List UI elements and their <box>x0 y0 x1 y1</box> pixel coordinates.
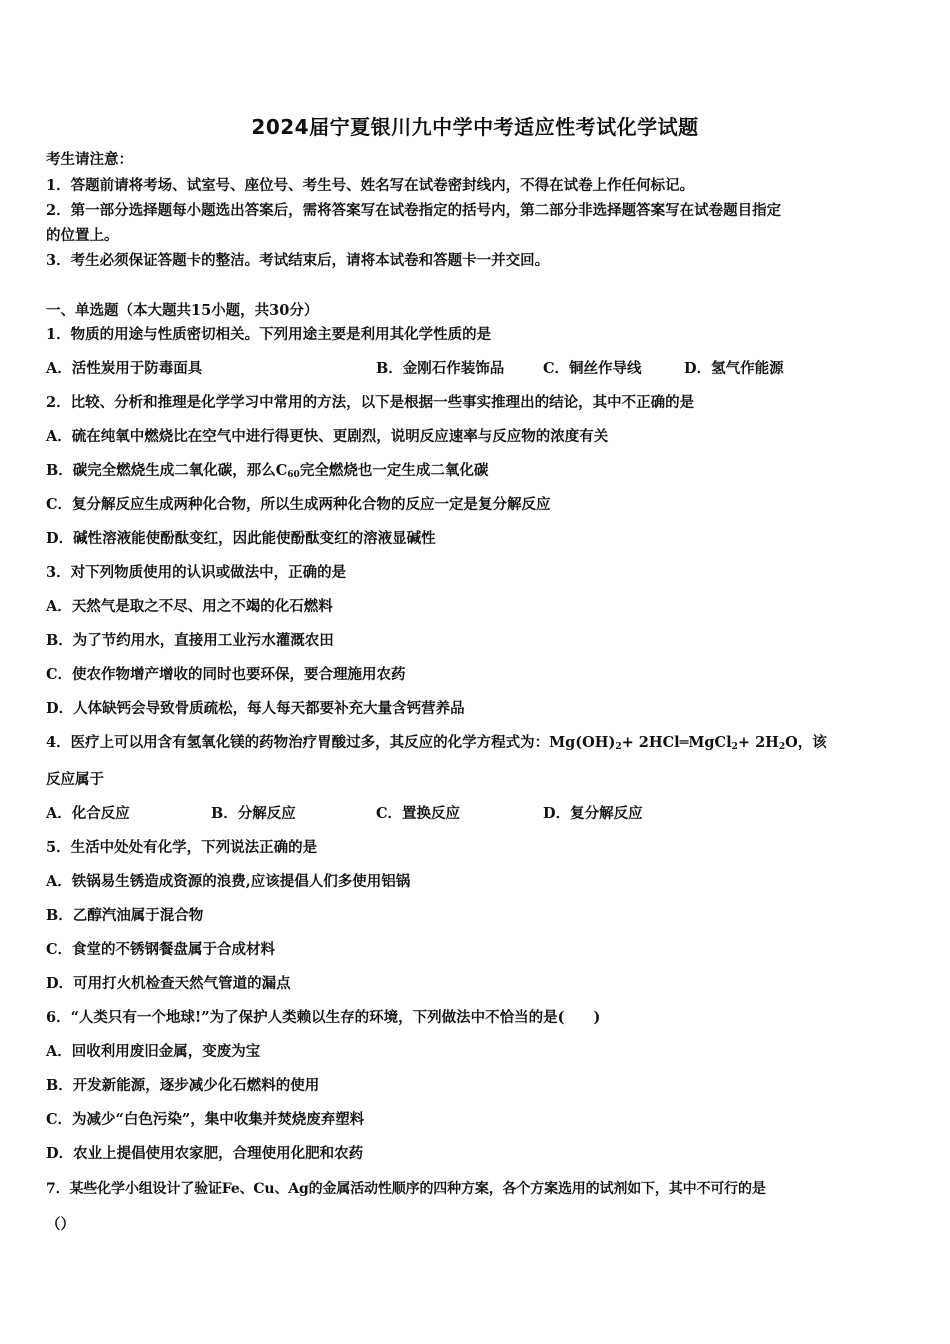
option-b: B．分解反应 <box>211 805 296 822</box>
option-c: C．为减少“白色污染”，集中收集并焚烧废弃塑料 <box>46 1111 365 1128</box>
notice-item: 3．考生必须保证答题卡的整洁。考试结束后，请将本试卷和答题卡一并交回。 <box>46 252 550 269</box>
question-stem: 7．某些化学小组设计了验证Fe、Cu、Ag的金属活动性顺序的四种方案，各个方案选用的试剂如下，其中不可行的是 <box>46 1181 766 1197</box>
option-c: C．使农作物增产增收的同时也要环保，要合理施用农药 <box>46 666 406 683</box>
option-c: C．复分解反应生成两种化合物，所以生成两种化合物的反应一定是复分解反应 <box>46 496 551 513</box>
notice-item: 的位置上。 <box>46 227 119 244</box>
option-d: D．氢气作能源 <box>684 360 784 377</box>
question-stem: 3．对下列物质使用的认识或做法中，正确的是 <box>46 564 347 581</box>
option-b: B．金刚石作装饰品 <box>376 360 505 377</box>
notice-item: 2．第一部分选择题每小题选出答案后，需将答案写在试卷指定的括号内，第二部分非选择题答案写在试卷题目指定 <box>46 202 782 219</box>
question-stem-continued: 反应属于 <box>46 771 104 788</box>
question-stem: 1．物质的用途与性质密切相关。下列用途主要是利用其化学性质的是 <box>46 326 492 343</box>
option-d: D．碱性溶液能使酚酞变红，因此能使酚酞变红的溶液显碱性 <box>46 530 436 547</box>
option-d: D．复分解反应 <box>543 805 643 822</box>
option-a: A．化合反应 <box>46 805 130 822</box>
question-stem: 5．生活中处处有化学，下列说法正确的是 <box>46 839 318 856</box>
option-d: D．人体缺钙会导致骨质疏松，每人每天都要补充大量含钙营养品 <box>46 700 465 717</box>
option-a: A．硫在纯氧中燃烧比在空气中进行得更快、更剧烈，说明反应速率与反应物的浓度有关 <box>46 428 609 445</box>
option-c: C．置换反应 <box>376 805 461 822</box>
option-a: A．回收利用废旧金属，变废为宝 <box>46 1043 261 1060</box>
option-b: B．开发新能源，逐步减少化石燃料的使用 <box>46 1077 320 1094</box>
option-c: C．铜丝作导线 <box>543 360 642 377</box>
option-a: A．铁锅易生锈造成资源的浪费,应该提倡人们多使用铝锅 <box>46 873 411 890</box>
page-title: 2024届宁夏银川九中学中考适应性考试化学试题 <box>251 115 699 139</box>
option-a: A．活性炭用于防毒面具 <box>46 360 203 377</box>
question-stem: 4．医疗上可以用含有氢氧化镁的药物治疗胃酸过多，其反应的化学方程式为：$Mg(OH)_2+$ 2HCl═MgCl$_2$+ $2H_2O$，该 <box>46 734 827 752</box>
option-a: A．天然气是取之不尽、用之不竭的化石燃料 <box>46 598 333 615</box>
notice-header: 考生请注意： <box>46 151 133 168</box>
option-b: B．碳完全燃烧生成二氧化碳，那么$C_{60}$完全燃烧也一定生成二氧化碳 <box>46 462 489 480</box>
option-b: B．乙醇汽油属于混合物 <box>46 907 204 924</box>
question-stem-continued: （） <box>46 1216 75 1233</box>
question-stem: 6．“人类只有一个地球!”为了保护人类赖以生存的环境，下列做法中不恰当的是( ) <box>46 1009 601 1026</box>
question-stem: 2．比较、分析和推理是化学学习中常用的方法，以下是根据一些事实推理出的结论，其中不正确的是 <box>46 394 695 411</box>
notice-item: 1．答题前请将考场、试室号、座位号、考生号、姓名写在试卷密封线内，不得在试卷上作任何标记。 <box>46 177 695 194</box>
option-d: D．可用打火机检查天然气管道的漏点 <box>46 975 291 992</box>
section-heading: 一、单选题（本大题共15小题，共30分） <box>46 302 319 319</box>
option-d: D．农业上提倡使用农家肥，合理使用化肥和农药 <box>46 1145 364 1162</box>
option-b: B．为了节约用水，直接用工业污水灌溉农田 <box>46 632 334 649</box>
option-c: C．食堂的不锈钢餐盘属于合成材料 <box>46 941 276 958</box>
